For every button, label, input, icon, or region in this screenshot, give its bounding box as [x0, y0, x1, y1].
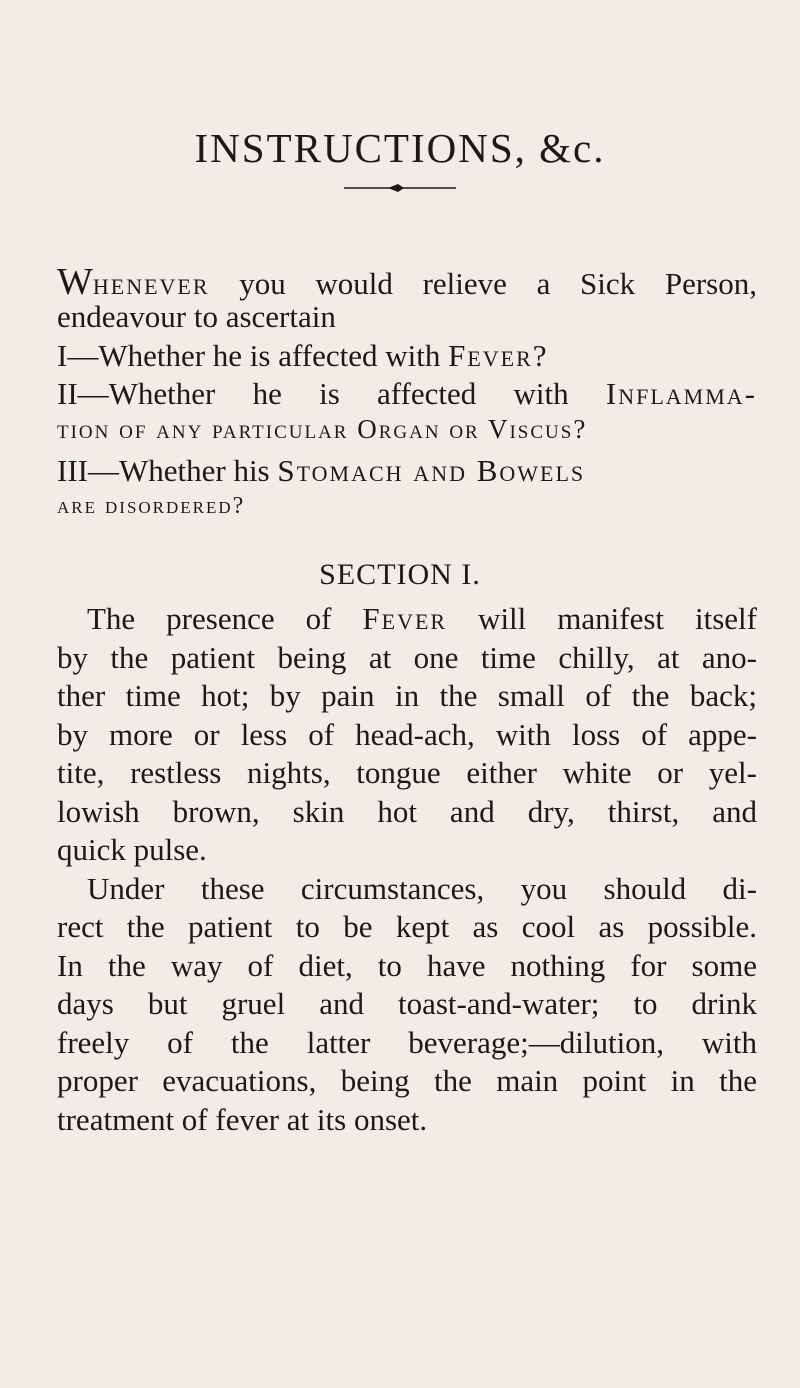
paragraph-2-line-5: freely of the latter beverage;—dilution, with [57, 1025, 757, 1060]
paragraph-1-line-1-tail: will manifest itself [447, 601, 757, 636]
section-heading: SECTION I. [319, 558, 481, 591]
question-2-continued: tion of any particular Organ or Viscus? [57, 414, 588, 444]
question-2-text: —Whether he is affected with [77, 376, 606, 411]
paragraph-2-line-1: Under these circumstances, you should di- [87, 871, 757, 906]
question-3-number: III [57, 453, 88, 488]
intro-small-caps: henever [92, 266, 210, 301]
question-3-continued: are disordered? [57, 493, 246, 519]
intro-line-1-text: you would relieve a Sick Person, [209, 266, 757, 301]
paragraph-1-emphasis: Fever [362, 601, 448, 636]
paragraph-1-line-5: tite, restless nights, tongue either white or yel- [57, 755, 757, 790]
question-2 [57, 378, 757, 409]
paragraph-2-line-4: days but gruel and toast-and-water; to drink [57, 986, 757, 1021]
paragraph-1-line-7: quick pulse. [57, 832, 207, 867]
paragraph-1-line-6: lowish brown, skin hot and dry, thirst, and [57, 794, 757, 829]
question-3 [57, 455, 757, 486]
paragraph-2-line-6: proper evacuations, being the main point in the [57, 1063, 757, 1098]
paragraph-2-line-2: rect the patient to be kept as cool as possible. [57, 909, 757, 944]
paragraph-2-line-3: In the way of diet, to have nothing for some [57, 948, 757, 983]
question-1-number: I [57, 338, 68, 373]
question-2-number: II [57, 376, 78, 411]
ornamental-rule-icon [344, 183, 456, 193]
question-3-emphasis: Stomach and Bowels [277, 453, 586, 488]
question-1-text: —Whether he is affected with [67, 338, 449, 373]
intro-line-1 [57, 263, 757, 301]
paragraph-1-line-1 [87, 603, 757, 634]
page-title: INSTRUCTIONS, &c. [194, 125, 606, 171]
paragraph-1-line-4: by more or less of head-ach, with loss of appe- [57, 717, 757, 752]
question-2-emphasis: Inflamma- [605, 376, 757, 411]
question-1-punctuation: ? [532, 338, 547, 373]
question-1-emphasis: Fever [448, 338, 533, 373]
drop-cap: W [57, 261, 93, 303]
question-3-text: —Whether his [87, 453, 278, 488]
paragraph-1-line-3: ther time hot; by pain in the small of the back; [57, 678, 757, 713]
paragraph-2-line-7: treatment of fever at its onset. [57, 1102, 428, 1137]
paragraph-1-lead: The presence of [87, 601, 363, 636]
paragraph-1-line-2: by the patient being at one time chilly, at ano- [57, 640, 757, 675]
intro-line-2: endeavour to ascertain [57, 299, 336, 334]
question-1 [57, 340, 757, 371]
